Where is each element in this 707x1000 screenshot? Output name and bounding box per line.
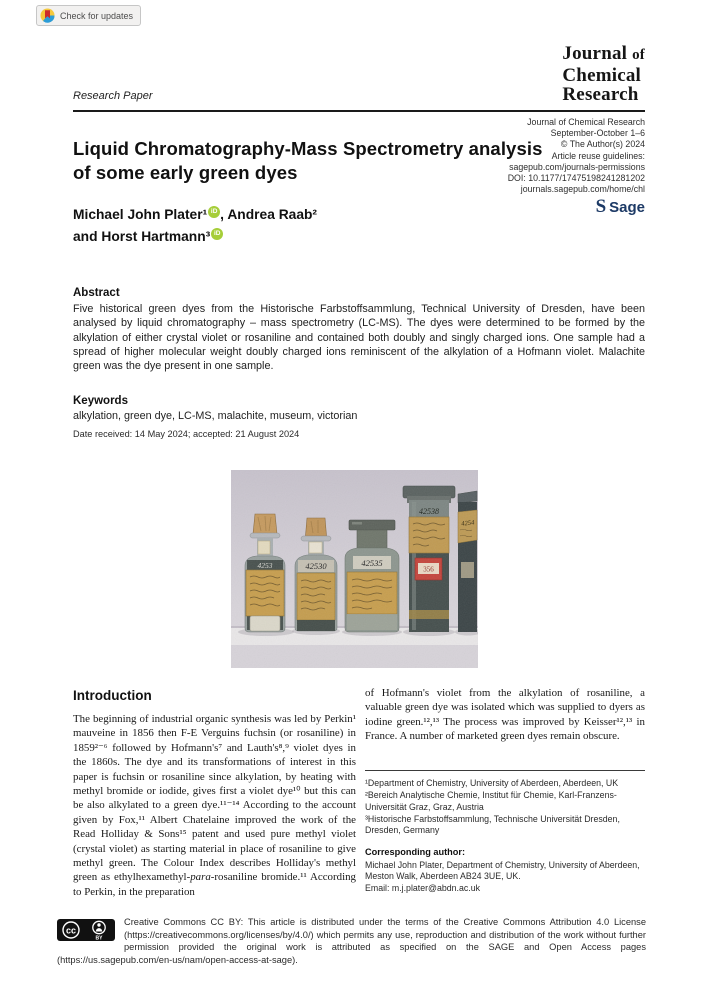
author-3-name: and Horst Hartmann³ <box>73 228 211 244</box>
keywords-text: alkylation, green dye, LC-MS, malachite, museum, victorian <box>73 410 358 422</box>
logo-word-journal: Journal <box>562 43 628 64</box>
orcid-icon[interactable]: iD <box>211 228 223 240</box>
journal-metadata <box>415 117 645 218</box>
logo-word-of: of <box>632 47 645 63</box>
abstract-text: Five historical green dyes from the Historische Farbstoffsammlung, Technical University of Dresden, have been analysed by liquid chromatography – mass spectrometry (LC-MS). The dyes were determined to be formed by the alkylation of either crystal violet or rosaniline and contained both doubly and singly charged ions. One sample had a spread of higher molecular weight doubly charged ions reminiscent of the alkylation of a Hofmann violet. Malachite green was the dye present in one sample. <box>73 303 645 373</box>
affiliation-2: ²Bereich Analytische Chemie, Institut für Chemie, Karl-Franzens-Universität Graz, Graz, Austria <box>365 790 617 812</box>
affiliation-1: ¹Department of Chemistry, University of Aberdeen, Aberdeen, UK <box>365 778 619 788</box>
keywords-section <box>73 395 645 422</box>
author-1-name: Michael John Plater¹ <box>73 207 208 222</box>
svg-text:cc: cc <box>65 925 77 936</box>
license-text: Creative Commons CC BY: This article is distributed under the terms of the Creative Commons Attribution 4.0 License (https://creativecommons.org/licenses/by/4.0/) which permits any use, reproduction and distribution of the work without further permission provided the original work is attributed as specified on the SAGE and Open Access pages (https://us.sagepub.com/en-us/nam/open-access-at-sage). <box>57 917 646 966</box>
journal-logo <box>562 44 645 105</box>
footnotes-block <box>365 770 645 895</box>
intro-col1-text-a: The beginning of industrial organic synthesis was led by Perkin¹ mauveine in 1856 then F-E Verguins fuchsin (or rosaniline) in 1859²⁻⁶ followed by Hofmann's⁷ and Lauth's⁸,⁹ violet dyes in the 1860s. The dye and its transformations of interest in this paper is fuchsin or rosaniline since alkylation, by heating with methyl bromide or iodide, gives first a violet dye¹⁰ but this can be also alkylated to a green dye.¹¹⁻¹⁴ According to the account given by Fox,¹¹ Albert Chatelaine improved the work of the Read Holliday & Sons¹⁵ patent and used pure methyl violet (crystal violet) as starting material in place of rosaniline to give methyl green. The Colour Index describes Holliday's methyl green as ethylhexamethyl- <box>73 713 356 884</box>
dye-bottles-illustration <box>231 470 478 668</box>
logo-word-research: Research <box>562 84 639 105</box>
sage-wordmark: Sage <box>609 199 645 217</box>
meta-home-link[interactable]: journals.sagepub.com/home/chl <box>520 184 645 195</box>
author-2-name: , Andrea Raab² <box>220 207 318 222</box>
logo-word-chemical: Chemical <box>562 64 642 86</box>
orcid-icon[interactable]: iD <box>208 206 220 218</box>
svg-text:BY: BY <box>95 935 103 942</box>
introduction-paragraph-col1 <box>73 712 356 899</box>
dye-bottles-photo <box>231 470 478 668</box>
meta-doi-link[interactable]: DOI: 10.1177/17475198241281202 <box>507 173 645 184</box>
crossmark-icon <box>40 8 55 23</box>
introduction-paragraph-col2: of Hofmann's violet from the alkylation of rosaniline, a valuable green dye was isolated which was supplied to dyers as iodine green.¹²,¹³ The process was improved by Keisser¹²,¹³ in France. A number of marketed green dyes remain obscure. <box>365 687 645 743</box>
intro-col1-italic: para <box>190 871 211 884</box>
cc-by-icon <box>57 918 115 942</box>
sage-logo <box>415 196 645 218</box>
author-line-2 <box>73 226 317 248</box>
dates-received-accepted: Date received: 14 May 2024; accepted: 21 August 2024 <box>73 429 300 439</box>
article-category: Research Paper <box>73 90 153 102</box>
corresponding-author-email[interactable]: Email: m.j.plater@abdn.ac.uk <box>365 882 481 893</box>
meta-copyright: © The Author(s) 2024 <box>560 139 645 150</box>
sage-s-mark: S <box>595 196 607 218</box>
keywords-heading: Keywords <box>73 395 128 407</box>
header-divider <box>73 110 645 112</box>
corresponding-author-address: Michael John Plater, Department of Chemistry, University of Aberdeen, Meston Walk, Aberdeen AB24 3UE, UK. <box>365 859 640 882</box>
meta-journal-name: Journal of Chemical Research <box>527 117 645 127</box>
introduction-heading: Introduction <box>73 688 152 703</box>
introduction-continued <box>365 686 645 744</box>
check-for-updates-badge[interactable] <box>36 5 141 26</box>
license-block <box>57 916 646 967</box>
introduction-section <box>73 688 356 899</box>
meta-reuse-guidelines: Article reuse guidelines: <box>551 150 645 161</box>
article-title: Liquid Chromatography-Mass Spectrometry analysis of some early green dyes <box>73 138 543 183</box>
meta-issue: September-October 1–6 <box>550 128 645 139</box>
meta-permissions-link[interactable]: sagepub.com/journals-permissions <box>509 161 645 172</box>
abstract-heading: Abstract <box>73 287 120 299</box>
check-for-updates-label: Check for updates <box>60 10 134 21</box>
affiliation-3: ³Historische Farbstoffsammlung, Technische Universität Dresden, Dresden, Germany <box>365 813 620 836</box>
corresponding-author-block <box>365 847 645 894</box>
abstract-section <box>73 287 645 373</box>
corresponding-author-heading: Corresponding author: <box>365 847 466 858</box>
author-line-1 <box>73 204 317 226</box>
author-list <box>73 204 317 247</box>
intro-col1-text-b: -rosaniline bromide.¹¹ According to Perkin, in the preparation <box>73 871 356 898</box>
